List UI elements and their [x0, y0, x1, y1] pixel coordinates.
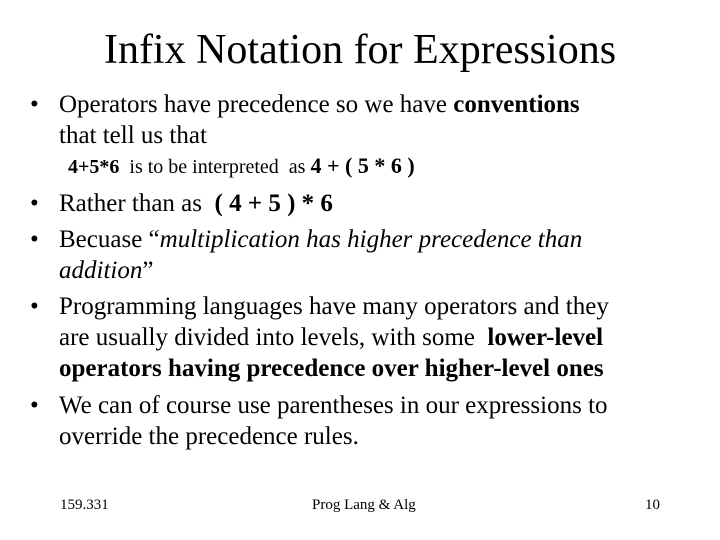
footer-page-number: 10 [645, 497, 660, 513]
bullet-marker: • [30, 226, 39, 253]
bullet-text-part: override the precedence rules. [59, 423, 359, 450]
bullet-text-part: We can of course use parentheses in our expressions to [59, 392, 608, 419]
bullet-bold-text: lower-level [487, 324, 604, 351]
bullet-text-part: that tell us that [59, 122, 207, 149]
bullet-text-part: Becuase “ [59, 226, 160, 253]
bullet-text [59, 291, 709, 384]
bullet-marker: • [30, 293, 39, 320]
bullet-italic-text: multiplication has higher precedence than [159, 226, 583, 253]
bullet-text-part: are usually divided into levels, with some [59, 324, 488, 351]
example-expression-grouped: 4 + ( 5 * 6 ) [310, 153, 415, 178]
bullet-text [59, 89, 709, 151]
bullet-bold-text: conventions [453, 91, 580, 118]
footer-course-name: Prog Lang & Alg [312, 497, 416, 513]
example-expression: 4+5*6 [68, 156, 120, 178]
example-text: is to be interpreted as [119, 156, 311, 178]
bullet-marker: • [30, 91, 39, 118]
bullet-expression: ( 4 + 5 ) * 6 [214, 190, 333, 217]
bullet-marker: • [30, 190, 39, 217]
bullet-text-part: ” [142, 257, 154, 284]
slide-title: Infix Notation for Expressions [103, 27, 617, 73]
bullet-text [59, 224, 709, 286]
bullet-text-part: Rather than as [59, 190, 215, 217]
bullet-bold-text: operators having precedence over higher-level ones [59, 355, 604, 382]
example-line [68, 153, 688, 180]
bullet-text [59, 188, 709, 219]
bullet-marker: • [30, 392, 39, 419]
bullet-text-part: Programming languages have many operators and they [59, 293, 609, 320]
bullet-text-part: Operators have precedence so we have [59, 91, 454, 118]
footer-course-code: 159.331 [60, 497, 109, 513]
bullet-text [59, 390, 709, 452]
bullet-italic-text: addition [59, 257, 143, 284]
